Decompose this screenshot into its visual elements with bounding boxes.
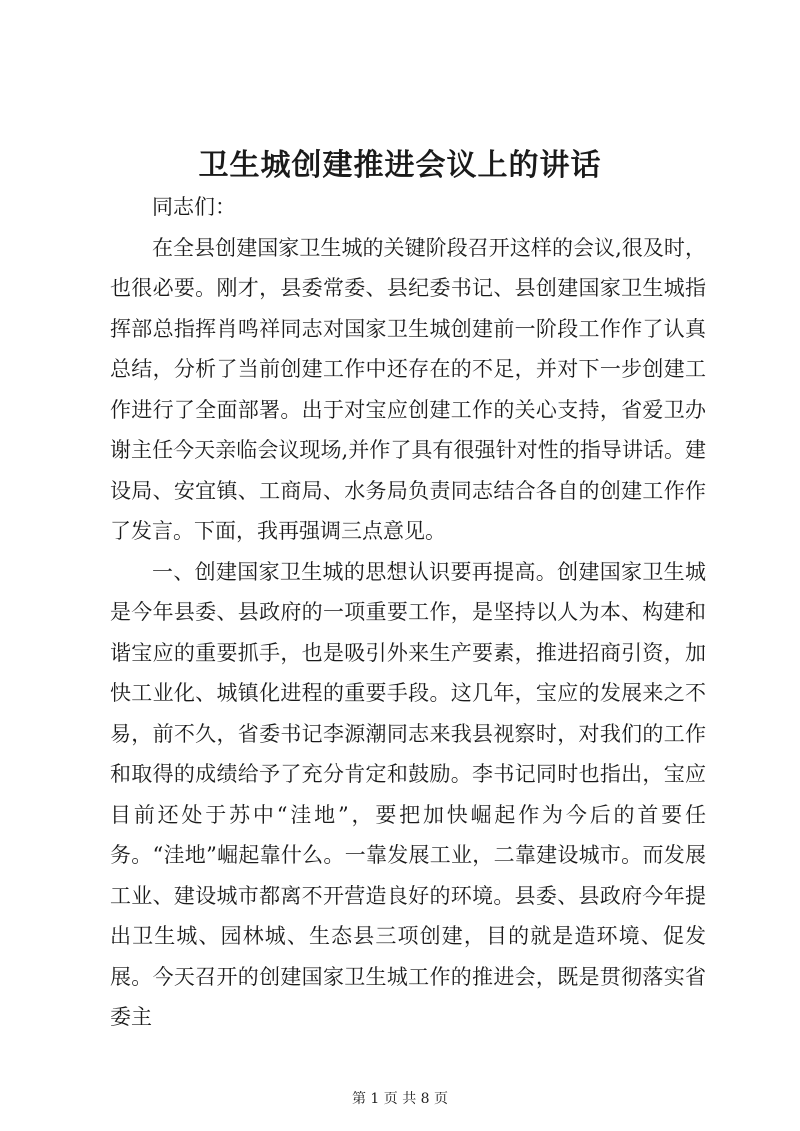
paragraph: 在全县创建国家卫生城的关键阶段召开这样的会议,很及时，也很必要。刚才，县委常委、县纪委书记、县创建国家卫生城指挥部总指挥肖鸣祥同志对国家卫生城创建前一阶段工作作了认真总结，分析了当前创建工作中还存在的不足，并对下一步创建工作进行了全面部署。出于对宝应创建工作的关心支持，省爱卫办谢主任今天亲临会议现场,并作了具有很强针对性的指导讲话。建设局、安宜镇、工商局、水务局负责同志结合各自的创建工作作了发言。下面，我再强调三点意见。	[110, 235, 706, 543]
page-title: 卫生城创建推进会议上的讲话	[198, 148, 602, 183]
page-footer: 第 1 页 共 8 页	[351, 1091, 449, 1107]
paragraph: 一、创建国家卫生城的思想认识要再提高。创建国家卫生城是今年县委、县政府的一项重要工作，是坚持以人为本、构建和谐宝应的重要抓手，也是吸引外来生产要素，推进招商引资，加快工业化、城镇化进程的重要手段。这几年，宝应的发展来之不易，前不久，省委书记李源潮同志来我县视察时，对我们的工作和取得的成绩给予了充分肯定和鼓励。李书记同时也指出，宝应目前还处于苏中“洼地”，要把加快崛起作为今后的首要任务。“洼地”崛起靠什么。一靠发展工业，二靠建设城市。而发展工业、建设城市都离不开营造良好的环境。县委、县政府今年提出卫生城、园林城、生态县三项创建，目的就是造环境、促发展。今天召开的创建国家卫生城工作的推进会，既是贯彻落实省委主	[110, 559, 706, 1029]
salutation: 同志们：	[152, 195, 236, 219]
document-body	[110, 187, 706, 1038]
